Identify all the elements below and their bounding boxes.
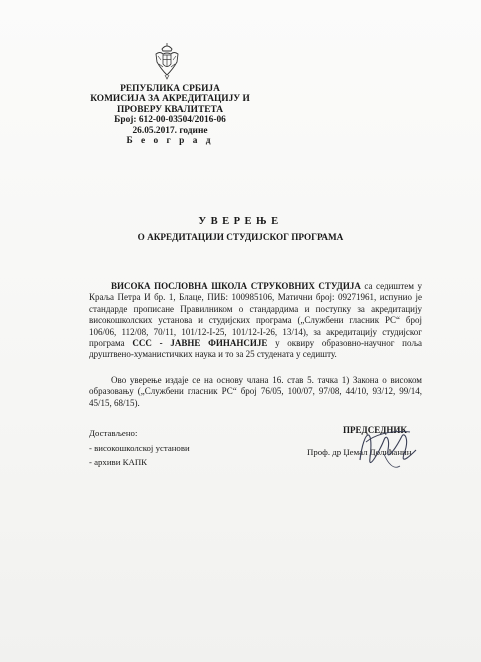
institution-header: [80, 84, 260, 146]
document-title: УВЕРЕЊЕ: [198, 216, 283, 227]
body-paragraph-1: [89, 281, 422, 361]
body-text-1: са седиштем у Краља Петра И бр. 1, Блаце, ПИБ: 100985106, Матични број: 09271961, испунио је стандарде прописане Правилником о стандардима и поступку за акредитацију високошколских установа и студијских програма („Службени гласник РС“ број 106/06, 112/08, 70/11, 101/12-I-25, 101/12-I-26, 13/14), за акредитацију студијског програма: [89, 281, 422, 349]
header-country: РЕПУБЛИКА СРБИЈА: [120, 84, 220, 94]
distribution-item: - високошколској установи: [89, 442, 190, 453]
program-name: ССС - ЈАВНЕ ФИНАНСИЈЕ: [132, 338, 268, 349]
school-name: ВИСОКА ПОСЛОВНА ШКОЛА СТРУКОВНИХ СТУДИЈА: [111, 281, 361, 291]
header-city: Б е о г р а д: [126, 136, 214, 147]
distribution-heading: Достављено:: [89, 428, 138, 438]
header-commission: КОМИСИЈА ЗА АКРЕДИТАЦИЈУ И: [90, 94, 250, 105]
document-subtitle: О АКРЕДИТАЦИЈИ СТУДИЈСКОГ ПРОГРАМА: [137, 232, 344, 242]
distribution-list: [89, 426, 190, 470]
body-text-2: у оквиру образовно-научног поља друштвено-хуманистичких наука и то за 25 студената у седишту.: [89, 338, 422, 360]
distribution-item: - архиви КАПК: [89, 457, 148, 467]
signatory-name: Проф. др Џемал Долићанин: [307, 447, 412, 457]
coat-of-arms-icon: [154, 42, 180, 80]
signature-icon: [340, 420, 430, 484]
signatory-title: ПРЕДСЕДНИК: [343, 425, 407, 435]
header-date: 26.05.2017. године: [132, 125, 208, 136]
body-paragraph-2: Ово уверење издаје се на основу члана 16. став 5. тачка 1) Закона о високом образовању („Службени гласник РС“ број 76/05, 100/07, 97/08, 44/10, 93/12, 99/14, 45/15, 68/15).: [89, 375, 422, 408]
header-number: Број: 612-00-03504/2016-06: [114, 115, 226, 126]
header-commission-cont: ПРОВЕРУ КВАЛИТЕТА: [116, 104, 224, 115]
